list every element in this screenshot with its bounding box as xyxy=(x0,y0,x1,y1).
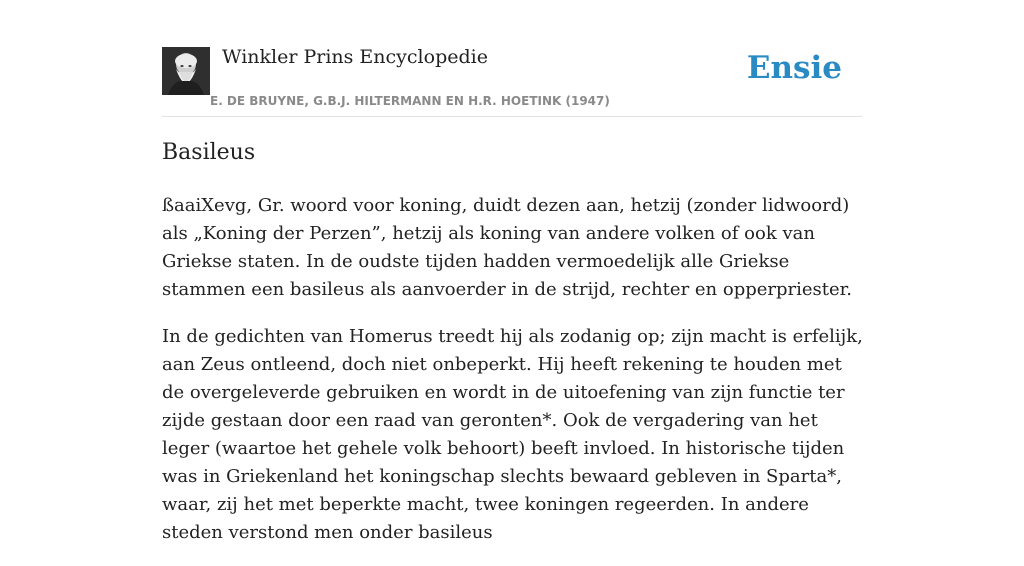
source-authors: E. DE BRUYNE, G.B.J. HILTERMANN EN H.R. HOETINK (1947) xyxy=(210,94,610,108)
source-title[interactable]: Winkler Prins Encyclopedie xyxy=(222,46,488,68)
avatar xyxy=(162,47,210,95)
article-paragraph: ßaaiXevg, Gr. woord voor koning, duidt dezen aan, hetzij (zonder lidwoord) als „Koning der Perzen”, hetzij als koning van andere volken of ook van Griekse staten. In de oudste tijden hadden vermoedelijk alle Griekse stammen een basileus als aanvoerder in de strijd, rechter en opperpriester. xyxy=(162,195,853,300)
article-paragraph: In de gedichten van Homerus treedt hij als zodanig op; zijn macht is erfelijk, aan Zeus ontleend, doch niet onbeperkt. Hij heeft rekening te houden met de overgeleverde gebruiken en wordt in de uitoefening van zijn functie ter zijde gestaan door een raad van geronten*. Ook de vergadering van het leger (waartoe het gehele volk behoort) beeft invloed. In historische tijden was in Griekenland het koningschap slechts bewaard gebleven in Sparta*, waar, zij het met beperkte macht, twee koningen regeerden. In andere steden verstond men onder basileus xyxy=(162,326,863,543)
article-body xyxy=(162,192,866,566)
header xyxy=(162,40,862,117)
bearded-man-portrait-icon xyxy=(162,47,210,95)
article-title: Basileus xyxy=(162,140,256,165)
brand-logo-link[interactable]: Ensie xyxy=(746,50,842,86)
